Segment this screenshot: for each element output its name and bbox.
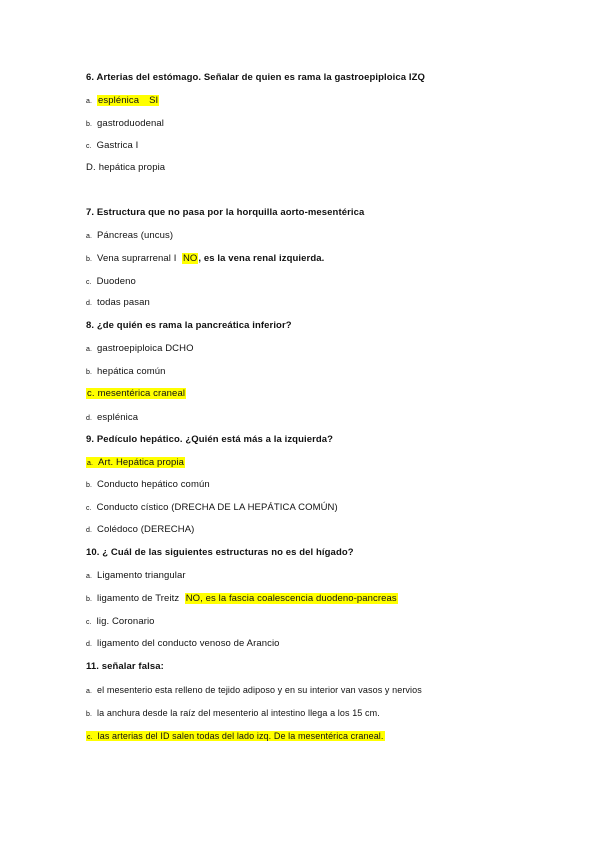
q6-option-a: a. esplénica SI: [86, 95, 159, 106]
q8-option-a: a. gastroepiploica DCHO: [86, 343, 194, 354]
q6-option-c: c. Gastrica I: [86, 140, 139, 151]
q11-option-b: b. la anchura desde la raíz del mesenterio al intestino llega a los 15 cm.: [86, 708, 380, 718]
q9-option-b: b. Conducto hepático común: [86, 479, 210, 490]
q9-option-c: c. Conducto cístico (DRECHA DE LA HEPÁTICA COMÚN): [86, 502, 338, 513]
q8-option-c: c. mesentérica craneal: [87, 388, 186, 399]
q7-option-c: c. Duodeno: [86, 276, 136, 287]
q10-option-b: b. ligamento de Treitz NO, es la fascia coalescencia duodeno-pancreas: [86, 593, 397, 604]
question-11-title: 11. señalar falsa:: [86, 661, 164, 672]
q7-option-a: a. Páncreas (uncus): [86, 230, 174, 241]
q8-option-d: d. esplénica: [86, 412, 139, 423]
q10-option-a: a. Ligamento triangular: [86, 570, 186, 581]
q6-option-d: D. hepática propia: [86, 162, 166, 173]
q10-option-c: c. lig. Coronario: [86, 616, 155, 627]
q10-option-d: d. ligamento del conducto venoso de Arancio: [86, 638, 280, 649]
question-6-title: 6. Arterias del estómago. Señalar de quien es rama la gastroepiploica IZQ: [86, 72, 426, 83]
question-10-title: 10. ¿ Cuál de las siguientes estructuras no es del hígado?: [86, 547, 354, 558]
question-7-title: 7. Estructura que no pasa por la horquilla aorto-mesentérica: [86, 207, 365, 218]
q6-option-b: b. gastroduodenal: [86, 118, 164, 129]
q11-option-c: c. las arterias del ID salen todas del lado izq. De la mesentérica craneal.: [87, 731, 384, 741]
q7-option-b: b. Vena suprarrenal I NO, es la vena renal izquierda.: [86, 253, 325, 264]
q9-option-a: a. Art. Hepática propia: [87, 457, 185, 468]
q7-option-d: d. todas pasan: [86, 297, 150, 308]
q9-option-d: d. Colédoco (DERECHA): [86, 524, 195, 535]
question-8-title: 8. ¿de quién es rama la pancreática inferior?: [86, 320, 292, 331]
q11-option-a: a. el mesenterio esta relleno de tejido adiposo y en su interior van vasos y nervios: [86, 685, 422, 695]
q8-option-b: b. hepática común: [86, 366, 166, 377]
question-9-title: 9. Pedículo hepático. ¿Quién está más a la izquierda?: [86, 434, 334, 445]
